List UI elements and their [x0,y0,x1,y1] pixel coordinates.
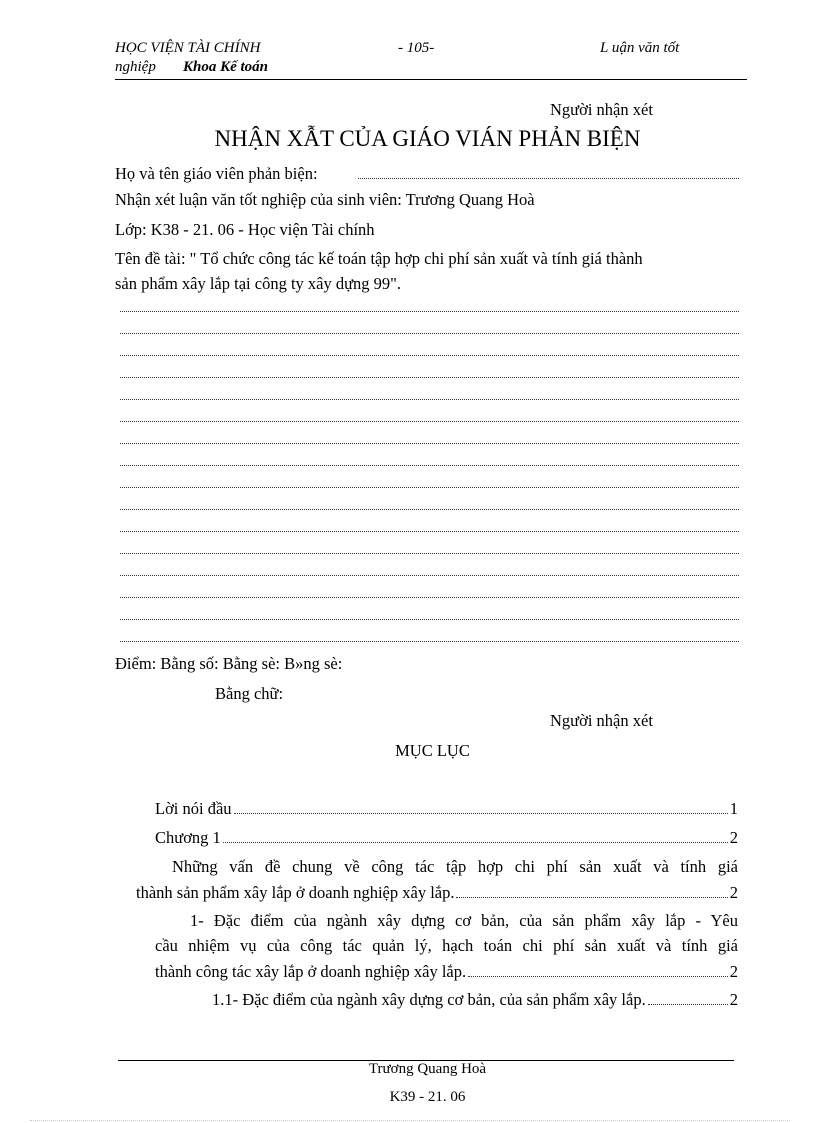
header-school: HỌC VIỆN TÀI CHÍNH [115,40,261,56]
header-divider [115,79,747,80]
topic-line-2: sản phẩm xây lắp tại công ty xây dựng 99". [115,274,402,293]
toc-entry-line1: Những vấn đề chung về công tác tập hợp chi phí sản xuất và tính giá [172,857,738,876]
header-thesis-label: L uận văn tốt [600,40,680,56]
toc-entry-line2 [136,883,738,903]
toc-leader [234,813,728,814]
toc-entry [155,799,738,819]
score-numeric-label: Điểm: Bằng số: Bằng sè: B»ng sè: [115,654,343,673]
toc-leader [456,897,727,898]
reviewer-name-label: Họ và tên giáo viên phản biện: [115,164,318,183]
toc-leader [223,842,728,843]
comment-blank-line [120,597,739,598]
top-signer-label: Người nhận xét [550,100,653,119]
header-page-number: - 105- [398,40,435,56]
footer-author: Trương Quang Hoà [368,1061,487,1077]
footer-class-code: K39 - 21. 06 [389,1089,466,1105]
comment-blank-line [120,333,739,334]
comment-blank-line [120,443,739,444]
comment-blank-line [120,641,739,642]
toc-entry-line3 [155,962,738,982]
page-edge [30,1120,790,1121]
toc-entry-text: 1.1- Đặc điểm của ngành xây dựng cơ bản, của sản phẩm xây lắp. [212,990,646,1009]
toc-entry-line1: 1- Đặc điểm của ngành xây dựng cơ bản, của sản phẩm xây lắp - Yêu [190,911,738,930]
toc-entry-page: 2 [729,828,738,847]
comment-blank-line [120,399,739,400]
toc-entry [212,990,738,1010]
toc-entry-text: Chương 1 [155,828,221,847]
bottom-signer-label: Người nhận xét [550,711,653,730]
header-department: Khoa Kế toán [183,59,269,75]
comment-blank-line [120,377,739,378]
comment-blank-line [120,421,739,422]
toc-entry [155,828,738,848]
comment-blank-line [120,619,739,620]
toc-entry-page: 2 [729,962,738,981]
reviewer-name-blank [358,178,739,179]
page-title: NHẬN XẪT CỦA GIÁO VIÁN PHẢN BIỆN [214,126,641,151]
comment-blank-line [120,487,739,488]
toc-entry-text: thành sản phẩm xây lắp ở doanh nghiệp xây lắp. [136,883,455,902]
comment-blank-line [120,531,739,532]
toc-leader [468,976,728,977]
comment-blank-line [120,575,739,576]
toc-entry-line2: cầu nhiệm vụ của công tác quản lý, hạch toán chi phí sản xuất và tính giá [155,936,738,955]
comment-blank-line [120,465,739,466]
toc-entry-page: 2 [729,990,738,1009]
topic-line-1: Tên đề tài: " Tổ chức công tác kế toán tập hợp chi phí sản xuất và tính giá thành [115,249,643,268]
comment-blank-line [120,553,739,554]
score-words-label: Bằng chữ: [215,684,284,703]
header-thesis-label-cont: nghiệp [115,59,156,75]
toc-entry-page: 1 [729,799,738,818]
toc-entry-page: 2 [729,883,738,902]
toc-leader [648,1004,728,1005]
toc-heading: MỤC LỤC [395,741,470,760]
toc-entry-text: thành công tác xây lắp ở doanh nghiệp xây lắp. [155,962,467,981]
comment-blank-line [120,355,739,356]
toc-entry-text: Lời nói đầu [155,799,232,818]
comment-line: Nhận xét luận văn tốt nghiệp của sinh viên: Trương Quang Hoà [115,190,535,209]
comment-blank-line [120,311,739,312]
class-line: Lớp: K38 - 21. 06 - Học viện Tài chính [115,220,375,239]
comment-blank-line [120,509,739,510]
